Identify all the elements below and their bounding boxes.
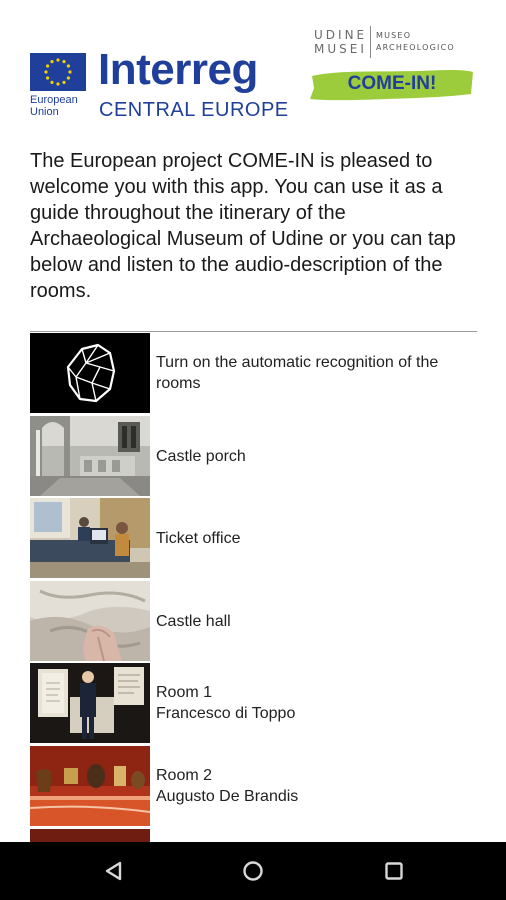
- intro-text: The European project COME-IN is pleased to welcome you with this app. You can use it as a guide throughout the itinerary of the Archaeological Museum of Udine or you can tap below and listen to the audio-description of the rooms.: [30, 150, 456, 302]
- list-item-title: Room 1: [156, 684, 213, 701]
- room-1-thumbnail: [30, 663, 150, 743]
- eu-caption-line2: Union: [30, 106, 59, 118]
- list-item-label: [156, 746, 469, 826]
- list-item-title: Castle hall: [156, 612, 231, 630]
- museum-logo-right: [376, 30, 455, 54]
- list-item-subtitle: Augusto De Brandis: [156, 788, 299, 805]
- museum-logo-museo: MUSEO: [376, 31, 412, 40]
- ticket-office-thumbnail: [30, 498, 150, 578]
- list-item-next[interactable]: [30, 829, 477, 843]
- list-item-label: [156, 416, 469, 496]
- comein-badge: [308, 66, 476, 104]
- list-item-title: Castle porch: [156, 447, 246, 465]
- museum-logo-udine: UDINE: [314, 28, 368, 42]
- recognition-thumbnail: [30, 333, 150, 413]
- rock-outline-icon: [30, 333, 150, 413]
- list-item-label: [156, 498, 469, 578]
- recents-square-icon[interactable]: [379, 856, 409, 886]
- list-item-automatic-recognition[interactable]: [30, 333, 477, 413]
- header-logos: [0, 0, 506, 135]
- home-circle-icon[interactable]: [238, 856, 268, 886]
- next-room-thumbnail: [30, 829, 150, 843]
- museum-logo-divider: [370, 26, 371, 58]
- room-2-thumbnail: [30, 746, 150, 826]
- eu-caption: [30, 94, 100, 118]
- museum-logo-musei: MUSEI: [314, 42, 367, 56]
- list-item-room-1[interactable]: [30, 663, 477, 743]
- list-item-title: Turn on the automatic recognition of the rooms: [156, 354, 439, 392]
- castle-hall-thumbnail: [30, 581, 150, 661]
- list-item-title: Room 2: [156, 767, 213, 784]
- museum-logo: [314, 24, 484, 64]
- museum-logo-left: [314, 28, 366, 56]
- eu-flag-icon: [30, 53, 86, 91]
- list-item-title: Ticket office: [156, 529, 241, 547]
- system-navigation-bar: [0, 842, 506, 900]
- museum-logo-archeologico: ARCHEOLOGICO: [376, 43, 455, 52]
- list-item-label: [156, 581, 469, 661]
- list-item-room-2[interactable]: [30, 746, 477, 826]
- list-item-label: [156, 333, 469, 413]
- interreg-logo-title: Interreg: [98, 45, 258, 94]
- list-item-castle-porch[interactable]: [30, 416, 477, 496]
- list-item-castle-hall[interactable]: [30, 581, 477, 661]
- back-triangle-icon[interactable]: [99, 856, 129, 886]
- list-item-label: [156, 663, 469, 743]
- castle-porch-thumbnail: [30, 416, 150, 496]
- list-item-subtitle: Francesco di Toppo: [156, 705, 296, 722]
- interreg-logo-subtitle: CENTRAL EUROPE: [99, 99, 289, 121]
- room-list[interactable]: [30, 331, 477, 843]
- list-item-ticket-office[interactable]: [30, 498, 477, 578]
- comein-label: COME-IN!: [347, 73, 437, 94]
- eu-caption-line1: European: [30, 94, 78, 106]
